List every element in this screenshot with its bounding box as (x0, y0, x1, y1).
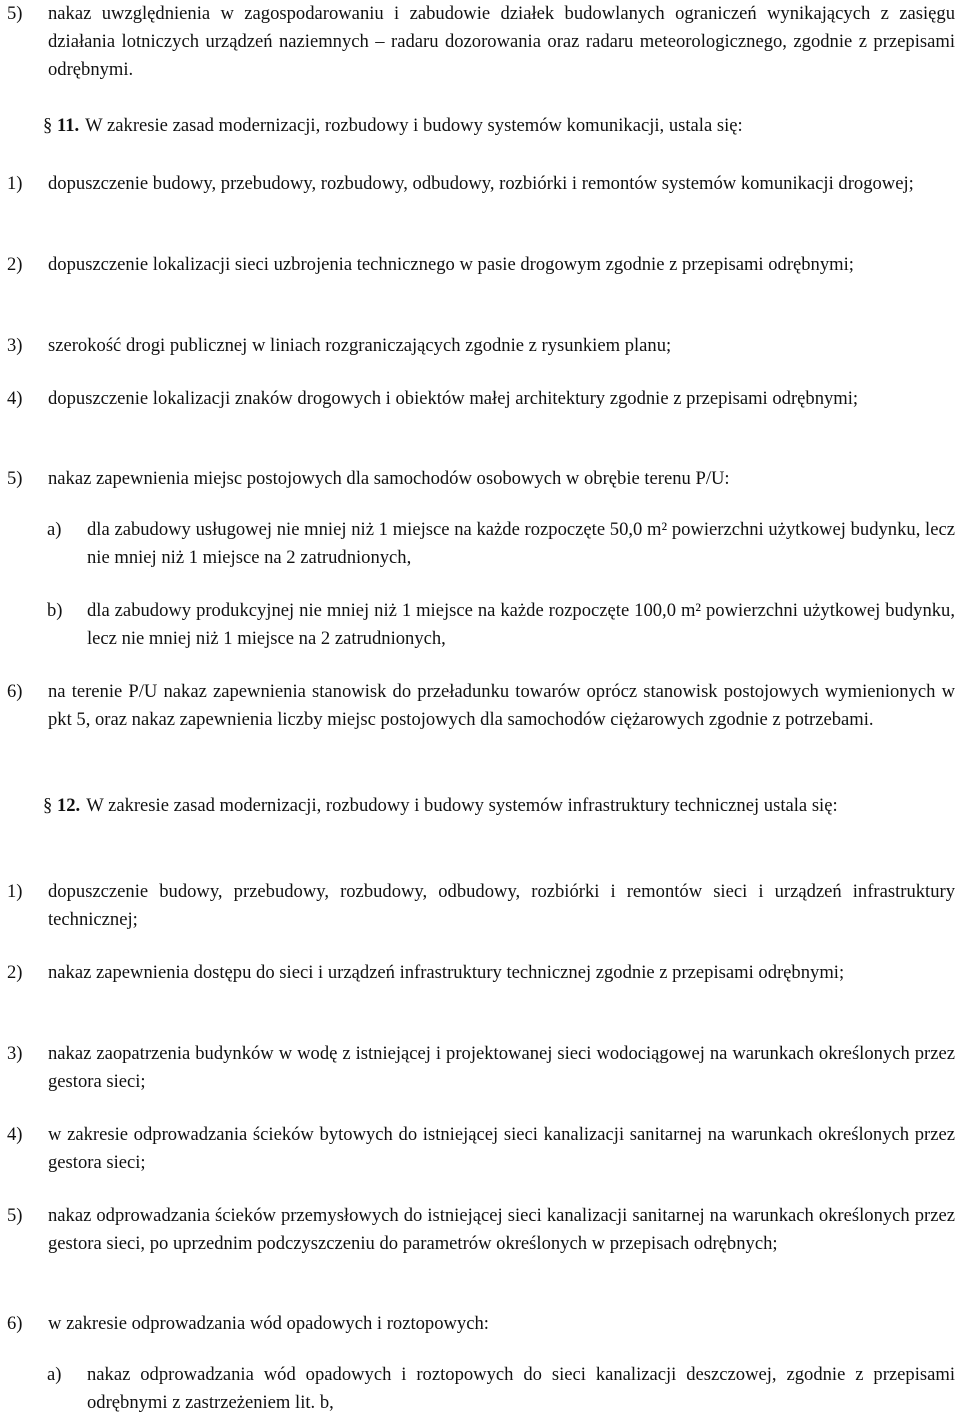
item-text: dopuszczenie lokalizacji znaków drogowych i obiektów małej architektury zgodnie z przepisami odrębnymi; (48, 388, 859, 409)
section-paragraph (7, 112, 955, 140)
list-item (7, 385, 955, 413)
item-number: 5) (7, 3, 23, 24)
section-sign: § (43, 795, 53, 816)
sub-item-text: nakaz odprowadzania wód opadowych i roztopowych do sieci kanalizacji deszczowej, zgodnie z przepisami odrębnymi z zastrzeżeniem lit. b, (87, 1364, 955, 1413)
section-text: W zakresie zasad modernizacji, rozbudowy i budowy systemów komunikacji, ustala się: (85, 115, 743, 136)
sub-item-letter: a) (47, 519, 62, 540)
item-text: nakaz odprowadzania ścieków przemysłowych do istniejącej sieci kanalizacji sanitarnej na warunkach określonych przez gestora sieci, po uprzednim podczyszczeniu do parametrów określonych w przepisach odrębnych; (48, 1205, 955, 1254)
item-text: szerokość drogi publicznej w liniach rozgraniczających zgodnie z rysunkiem planu; (48, 335, 672, 356)
item-number: 3) (7, 1043, 23, 1064)
item-text: nakaz zaopatrzenia budynków w wodę z istniejącej i projektowanej sieci wodociągowej na warunkach określonych przez gestora sieci; (48, 1043, 955, 1092)
item-text: w zakresie odprowadzania ścieków bytowych do istniejącej sieci kanalizacji sanitarnej na warunkach określonych przez gestora sieci; (48, 1124, 955, 1173)
item-number: 2) (7, 254, 23, 275)
list-item (7, 465, 955, 493)
item-number: 5) (7, 1205, 23, 1226)
list-item (7, 170, 955, 198)
item-number: 6) (7, 681, 23, 702)
section-paragraph (7, 792, 955, 820)
item-number: 5) (7, 468, 23, 489)
item-number: 1) (7, 881, 23, 902)
list-item (7, 878, 955, 934)
item-number: 2) (7, 962, 23, 983)
item-text: dopuszczenie budowy, przebudowy, rozbudowy, odbudowy, rozbiórki i remontów systemów komunikacji drogowej; (48, 173, 914, 194)
sub-item-letter: b) (47, 600, 63, 621)
list-item (7, 678, 955, 734)
section-heading (43, 792, 80, 820)
list-item (7, 1040, 955, 1096)
item-text: dopuszczenie lokalizacji sieci uzbrojenia technicznego w pasie drogowym zgodnie z przepisami odrębnymi; (48, 254, 854, 275)
item-text: dopuszczenie budowy, przebudowy, rozbudowy, odbudowy, rozbiórki i remontów sieci i urządzeń infrastruktury technicznej; (48, 881, 955, 930)
section-text: W zakresie zasad modernizacji, rozbudowy i budowy systemów infrastruktury technicznej ustala się: (86, 795, 838, 816)
item-number: 4) (7, 388, 23, 409)
section-number: 12. (56, 795, 81, 816)
item-number: 1) (7, 173, 23, 194)
list-item (7, 1121, 955, 1177)
item-number: 3) (7, 335, 23, 356)
item-text: na terenie P/U nakaz zapewnienia stanowisk do przeładunku towarów oprócz stanowisk postojowych wymienionych w pkt 5, oraz nakaz zapewnienia liczby miejsc postojowych dla samochodów ciężarowych zgodnie z potrzebami. (48, 681, 955, 730)
item-text: w zakresie odprowadzania wód opadowych i roztopowych: (48, 1313, 489, 1334)
list-item (7, 0, 955, 84)
list-item (7, 251, 955, 279)
item-text: nakaz zapewnienia dostępu do sieci i urządzeń infrastruktury technicznej zgodnie z przepisami odrębnymi; (48, 962, 845, 983)
sub-item-text: dla zabudowy usługowej nie mniej niż 1 miejsce na każde rozpoczęte 50,0 m² powierzchni użytkowej budynku, lecz nie mniej niż 1 miejsce na 2 zatrudnionych, (87, 519, 955, 568)
item-number: 4) (7, 1124, 23, 1145)
item-text: nakaz uwzględnienia w zagospodarowaniu i zabudowie działek budowlanych ograniczeń wynikających z zasięgu działania lotniczych urządzeń naziemnych – radaru dozorowania oraz radaru meteorologicznego, zgodnie z przepisami odrębnymi. (48, 3, 955, 80)
list-item (7, 332, 955, 360)
section-heading (43, 112, 79, 140)
sub-item (47, 1361, 955, 1417)
sub-item (47, 597, 955, 653)
sub-item-text: dla zabudowy produkcyjnej nie mniej niż 1 miejsce na każde rozpoczęte 100,0 m² powierzchni użytkowej budynku, lecz nie mniej niż 1 miejsce na 2 zatrudnionych, (87, 600, 955, 649)
item-number: 6) (7, 1313, 23, 1334)
item-text: nakaz zapewnienia miejsc postojowych dla samochodów osobowych w obrębie terenu P/U: (48, 468, 730, 489)
section-number: 11. (56, 115, 80, 136)
sub-item-letter: a) (47, 1364, 62, 1385)
section-sign: § (43, 115, 53, 136)
list-item (7, 1202, 955, 1258)
list-item (7, 1310, 955, 1338)
sub-item (47, 516, 955, 572)
list-item (7, 959, 955, 987)
